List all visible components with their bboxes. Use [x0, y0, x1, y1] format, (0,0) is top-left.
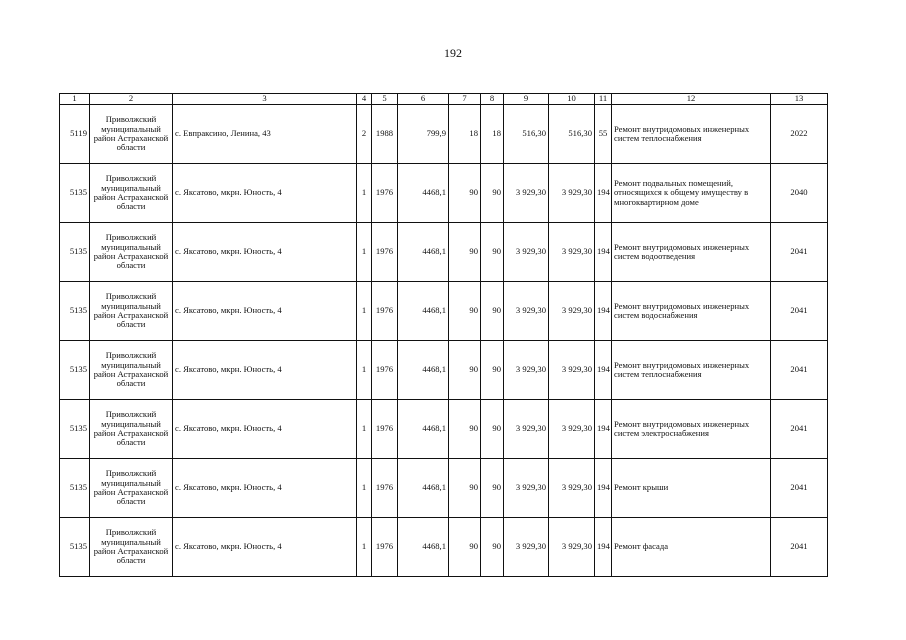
work-type-cell: Ремонт внутридомовых инженерных систем водоотведения — [612, 223, 771, 282]
year-cell: 1976 — [372, 341, 398, 400]
col8-cell: 90 — [481, 282, 504, 341]
col-header: 10 — [549, 94, 595, 105]
col11-cell: 194 — [595, 459, 612, 518]
year-planned-cell: 2041 — [771, 282, 828, 341]
col4-cell: 1 — [357, 282, 372, 341]
col4-cell: 1 — [357, 459, 372, 518]
col-header: 5 — [372, 94, 398, 105]
area-cell: 4468,1 — [398, 341, 449, 400]
col7-cell: 90 — [449, 459, 481, 518]
address-cell: с. Яксатово, мкрн. Юность, 4 — [173, 282, 357, 341]
col4-cell: 1 — [357, 341, 372, 400]
col9-cell: 3 929,30 — [504, 282, 549, 341]
col9-cell: 3 929,30 — [504, 400, 549, 459]
table-row — [60, 518, 828, 577]
year-cell: 1976 — [372, 164, 398, 223]
col4-cell: 1 — [357, 400, 372, 459]
row-number-cell: 5135 — [60, 518, 90, 577]
col10-cell: 3 929,30 — [549, 518, 595, 577]
address-cell: с. Яксатово, мкрн. Юность, 4 — [173, 459, 357, 518]
address-cell: с. Яксатово, мкрн. Юность, 4 — [173, 518, 357, 577]
year-planned-cell: 2041 — [771, 459, 828, 518]
col8-cell: 90 — [481, 518, 504, 577]
table-row — [60, 459, 828, 518]
col4-cell: 2 — [357, 105, 372, 164]
table-row — [60, 400, 828, 459]
row-number-cell: 5135 — [60, 400, 90, 459]
district-cell: Приволжский муниципальный район Астраханской области — [90, 518, 173, 577]
year-planned-cell: 2040 — [771, 164, 828, 223]
work-type-cell: Ремонт крыши — [612, 459, 771, 518]
year-cell: 1988 — [372, 105, 398, 164]
district-cell: Приволжский муниципальный район Астраханской области — [90, 400, 173, 459]
col-header: 8 — [481, 94, 504, 105]
col10-cell: 516,30 — [549, 105, 595, 164]
col10-cell: 3 929,30 — [549, 459, 595, 518]
row-number-cell: 5135 — [60, 164, 90, 223]
col4-cell: 1 — [357, 223, 372, 282]
area-cell: 4468,1 — [398, 282, 449, 341]
col11-cell: 194 — [595, 223, 612, 282]
row-number-cell: 5135 — [60, 282, 90, 341]
address-cell: с. Евпраксино, Ленина, 43 — [173, 105, 357, 164]
district-cell: Приволжский муниципальный район Астраханской области — [90, 459, 173, 518]
col9-cell: 3 929,30 — [504, 518, 549, 577]
area-cell: 4468,1 — [398, 518, 449, 577]
col9-cell: 516,30 — [504, 105, 549, 164]
col8-cell: 90 — [481, 341, 504, 400]
row-number-cell: 5135 — [60, 459, 90, 518]
work-type-cell: Ремонт внутридомовых инженерных систем теплоснабжения — [612, 105, 771, 164]
page-number: 192 — [444, 46, 462, 60]
work-type-cell: Ремонт фасада — [612, 518, 771, 577]
col-header: 11 — [595, 94, 612, 105]
col11-cell: 194 — [595, 518, 612, 577]
col-header: 2 — [90, 94, 173, 105]
col10-cell: 3 929,30 — [549, 400, 595, 459]
col11-cell: 194 — [595, 400, 612, 459]
col7-cell: 90 — [449, 282, 481, 341]
year-planned-cell: 2022 — [771, 105, 828, 164]
district-cell: Приволжский муниципальный район Астраханской области — [90, 341, 173, 400]
col10-cell: 3 929,30 — [549, 341, 595, 400]
col-header: 1 — [60, 94, 90, 105]
col10-cell: 3 929,30 — [549, 282, 595, 341]
col11-cell: 194 — [595, 164, 612, 223]
table-row — [60, 223, 828, 282]
work-type-cell: Ремонт подвальных помещений, относящихся к общему имуществу в многоквартирном доме — [612, 164, 771, 223]
col-header: 6 — [398, 94, 449, 105]
work-type-cell: Ремонт внутридомовых инженерных систем электроснабжения — [612, 400, 771, 459]
col9-cell: 3 929,30 — [504, 459, 549, 518]
year-cell: 1976 — [372, 518, 398, 577]
table-row — [60, 105, 828, 164]
year-cell: 1976 — [372, 223, 398, 282]
work-type-cell: Ремонт внутридомовых инженерных систем водоснабжения — [612, 282, 771, 341]
col7-cell: 90 — [449, 164, 481, 223]
district-cell: Приволжский муниципальный район Астраханской области — [90, 164, 173, 223]
year-cell: 1976 — [372, 400, 398, 459]
col11-cell: 55 — [595, 105, 612, 164]
col9-cell: 3 929,30 — [504, 341, 549, 400]
col9-cell: 3 929,30 — [504, 164, 549, 223]
district-cell: Приволжский муниципальный район Астраханской области — [90, 223, 173, 282]
area-cell: 4468,1 — [398, 400, 449, 459]
col7-cell: 90 — [449, 518, 481, 577]
row-number-cell: 5119 — [60, 105, 90, 164]
address-cell: с. Яксатово, мкрн. Юность, 4 — [173, 223, 357, 282]
district-cell: Приволжский муниципальный район Астраханской области — [90, 105, 173, 164]
address-cell: с. Яксатово, мкрн. Юность, 4 — [173, 400, 357, 459]
row-number-cell: 5135 — [60, 223, 90, 282]
area-cell: 4468,1 — [398, 164, 449, 223]
area-cell: 799,9 — [398, 105, 449, 164]
col11-cell: 194 — [595, 282, 612, 341]
work-type-cell: Ремонт внутридомовых инженерных систем теплоснабжения — [612, 341, 771, 400]
col7-cell: 90 — [449, 341, 481, 400]
col9-cell: 3 929,30 — [504, 223, 549, 282]
col10-cell: 3 929,30 — [549, 223, 595, 282]
document-table — [59, 93, 828, 577]
col10-cell: 3 929,30 — [549, 164, 595, 223]
col-header: 9 — [504, 94, 549, 105]
area-cell: 4468,1 — [398, 223, 449, 282]
year-planned-cell: 2041 — [771, 223, 828, 282]
col7-cell: 18 — [449, 105, 481, 164]
col-header: 7 — [449, 94, 481, 105]
year-cell: 1976 — [372, 282, 398, 341]
col7-cell: 90 — [449, 223, 481, 282]
header-row — [60, 94, 828, 105]
col8-cell: 90 — [481, 400, 504, 459]
col8-cell: 90 — [481, 223, 504, 282]
area-cell: 4468,1 — [398, 459, 449, 518]
col-header: 12 — [612, 94, 771, 105]
col-header: 3 — [173, 94, 357, 105]
table-row — [60, 164, 828, 223]
row-number-cell: 5135 — [60, 341, 90, 400]
col-header: 4 — [357, 94, 372, 105]
col11-cell: 194 — [595, 341, 612, 400]
year-cell: 1976 — [372, 459, 398, 518]
year-planned-cell: 2041 — [771, 341, 828, 400]
col7-cell: 90 — [449, 400, 481, 459]
table-row — [60, 282, 828, 341]
col8-cell: 90 — [481, 459, 504, 518]
year-planned-cell: 2041 — [771, 518, 828, 577]
col8-cell: 90 — [481, 164, 504, 223]
col4-cell: 1 — [357, 164, 372, 223]
col4-cell: 1 — [357, 518, 372, 577]
address-cell: с. Яксатово, мкрн. Юность, 4 — [173, 164, 357, 223]
year-planned-cell: 2041 — [771, 400, 828, 459]
table-row — [60, 341, 828, 400]
address-cell: с. Яксатово, мкрн. Юность, 4 — [173, 341, 357, 400]
col-header: 13 — [771, 94, 828, 105]
district-cell: Приволжский муниципальный район Астраханской области — [90, 282, 173, 341]
col8-cell: 18 — [481, 105, 504, 164]
